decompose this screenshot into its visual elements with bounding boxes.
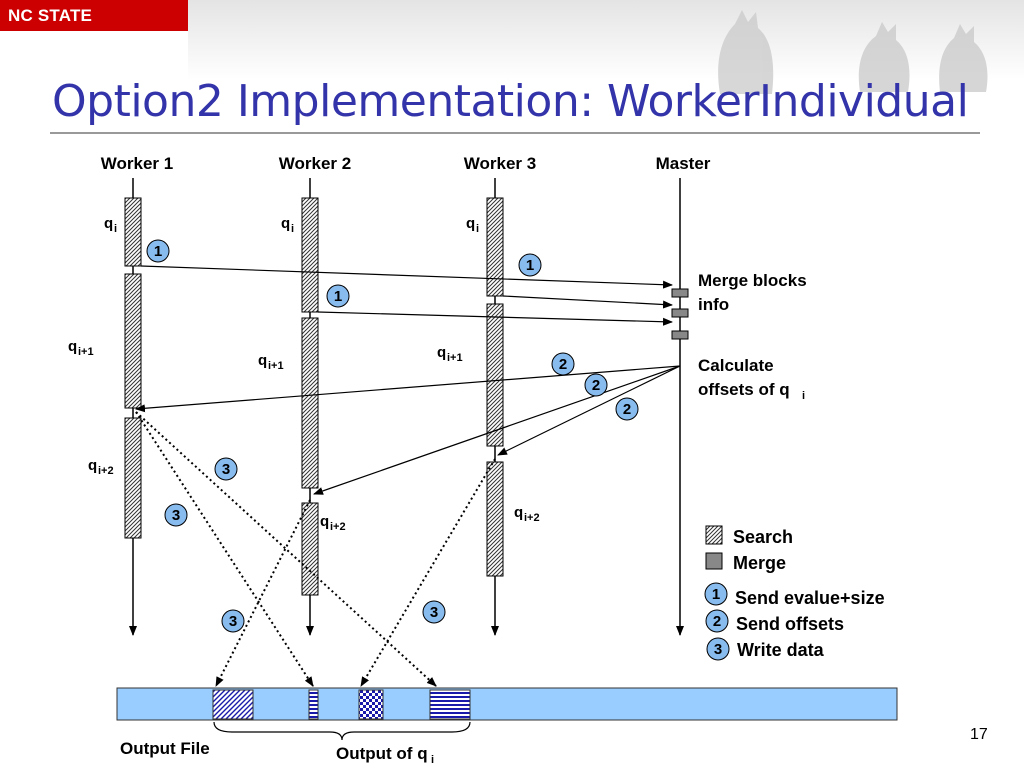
legend-merge-swatch bbox=[706, 553, 722, 569]
w2-search-block-qi2 bbox=[302, 503, 318, 595]
q-label-w2-qi bbox=[281, 215, 294, 235]
step1-arrow-w3 bbox=[503, 296, 672, 305]
step3-write-arrow bbox=[136, 412, 313, 686]
step-badge-3 bbox=[165, 504, 187, 526]
svg-text:i: i bbox=[114, 223, 118, 235]
legend-merge-label: Merge bbox=[733, 553, 787, 573]
w1-search-block-qi1 bbox=[125, 274, 141, 408]
svg-text:3: 3 bbox=[221, 461, 231, 478]
svg-text:i+1: i+1 bbox=[447, 352, 463, 364]
legend-step3 bbox=[707, 638, 825, 660]
svg-text:q: q bbox=[514, 504, 524, 521]
w3-search-block-qi1 bbox=[487, 304, 503, 446]
output-file-label: Output File bbox=[120, 739, 210, 758]
svg-text:2: 2 bbox=[558, 356, 568, 373]
slide-title: Option2 Implementation: WorkerIndividual bbox=[52, 76, 969, 127]
legend-search-swatch bbox=[706, 526, 722, 544]
legend-search-label: Search bbox=[733, 527, 794, 547]
merge-note-line2: info bbox=[698, 295, 730, 314]
svg-text:q: q bbox=[466, 215, 476, 232]
w1-search-block-qi bbox=[125, 198, 141, 266]
q-label-w1-qi1 bbox=[68, 338, 94, 358]
svg-text:1: 1 bbox=[153, 243, 163, 260]
step-badge-1 bbox=[327, 285, 349, 307]
svg-text:2: 2 bbox=[591, 377, 601, 394]
svg-text:q: q bbox=[437, 344, 447, 361]
merge-note-line1: Merge blocks bbox=[698, 271, 807, 290]
q-label-w1-qi2 bbox=[88, 457, 114, 477]
step-badge-1 bbox=[147, 240, 169, 262]
svg-text:1: 1 bbox=[333, 288, 343, 305]
w1-search-block-qi2 bbox=[125, 418, 141, 538]
svg-text:i+2: i+2 bbox=[524, 512, 540, 524]
output-segment-w1b bbox=[430, 690, 470, 719]
step3-write-arrow bbox=[136, 412, 439, 686]
calc-note-line2 bbox=[698, 380, 805, 402]
svg-text:Write data: Write data bbox=[737, 640, 824, 660]
svg-text:1: 1 bbox=[525, 257, 535, 274]
svg-text:q: q bbox=[320, 513, 330, 530]
output-brace bbox=[214, 722, 470, 740]
worker1-header: Worker 1 bbox=[100, 154, 174, 173]
svg-text:q: q bbox=[68, 338, 78, 355]
svg-text:2: 2 bbox=[712, 613, 722, 630]
q-label-w3-qi2 bbox=[514, 504, 540, 524]
svg-text:q: q bbox=[88, 457, 98, 474]
output-segment-w2 bbox=[213, 690, 253, 719]
q-label-w3-qi bbox=[466, 215, 479, 235]
nc-state-logo: NC STATE UNIVERSITY bbox=[0, 0, 188, 31]
svg-text:q: q bbox=[258, 352, 268, 369]
svg-text:i+2: i+2 bbox=[98, 465, 114, 477]
step-badge-3 bbox=[423, 601, 445, 623]
svg-text:i+2: i+2 bbox=[330, 521, 346, 533]
worker2-header: Worker 2 bbox=[278, 154, 352, 173]
master-merge-block bbox=[672, 289, 688, 297]
svg-text:Send evalue+size: Send evalue+size bbox=[735, 588, 885, 608]
worker3-header: Worker 3 bbox=[463, 154, 537, 173]
svg-text:3: 3 bbox=[429, 604, 439, 621]
svg-text:Send offsets: Send offsets bbox=[736, 614, 845, 634]
svg-text:i: i bbox=[476, 223, 480, 235]
svg-text:q: q bbox=[281, 215, 291, 232]
svg-text:offsets of q: offsets of q bbox=[698, 380, 790, 399]
step-badge-3 bbox=[222, 610, 244, 632]
legend-step1 bbox=[705, 583, 885, 608]
svg-text:Output of q: Output of q bbox=[336, 744, 428, 763]
q-label-w1-qi bbox=[104, 215, 117, 235]
svg-text:3: 3 bbox=[713, 641, 723, 658]
svg-text:2: 2 bbox=[622, 401, 632, 418]
legend-step2 bbox=[706, 610, 844, 634]
svg-text:1: 1 bbox=[711, 586, 721, 603]
master-merge-block bbox=[672, 331, 688, 339]
step-badge-3 bbox=[215, 458, 237, 480]
w2-search-block-qi bbox=[302, 198, 318, 312]
step-badge-2 bbox=[585, 374, 607, 396]
q-label-w3-qi1 bbox=[437, 344, 463, 364]
svg-text:3: 3 bbox=[228, 613, 238, 630]
step-badge-2 bbox=[616, 398, 638, 420]
w3-search-block-qi bbox=[487, 198, 503, 296]
calc-note-line1: Calculate bbox=[698, 356, 774, 375]
step3-write-arrow bbox=[361, 459, 495, 686]
svg-text:i: i bbox=[291, 223, 295, 235]
w2-search-block-qi1 bbox=[302, 318, 318, 488]
svg-text:i: i bbox=[431, 754, 435, 766]
master-header: Master bbox=[655, 154, 711, 173]
page-number: 17 bbox=[970, 726, 988, 743]
svg-text:i: i bbox=[802, 390, 806, 402]
step-badge-1 bbox=[519, 254, 541, 276]
q-label-w2-qi2 bbox=[320, 513, 346, 533]
output-segment-w1a bbox=[309, 690, 318, 719]
output-segment-w3 bbox=[359, 690, 383, 719]
output-of-q-label bbox=[336, 744, 434, 766]
svg-text:i+1: i+1 bbox=[78, 346, 94, 358]
svg-text:3: 3 bbox=[171, 507, 181, 524]
svg-text:i+1: i+1 bbox=[268, 360, 284, 372]
step-badge-2 bbox=[552, 353, 574, 375]
step1-arrow-w1 bbox=[141, 266, 672, 285]
q-label-w2-qi1 bbox=[258, 352, 284, 372]
w3-search-block-qi2 bbox=[487, 462, 503, 576]
svg-text:q: q bbox=[104, 215, 114, 232]
master-merge-block bbox=[672, 309, 688, 317]
